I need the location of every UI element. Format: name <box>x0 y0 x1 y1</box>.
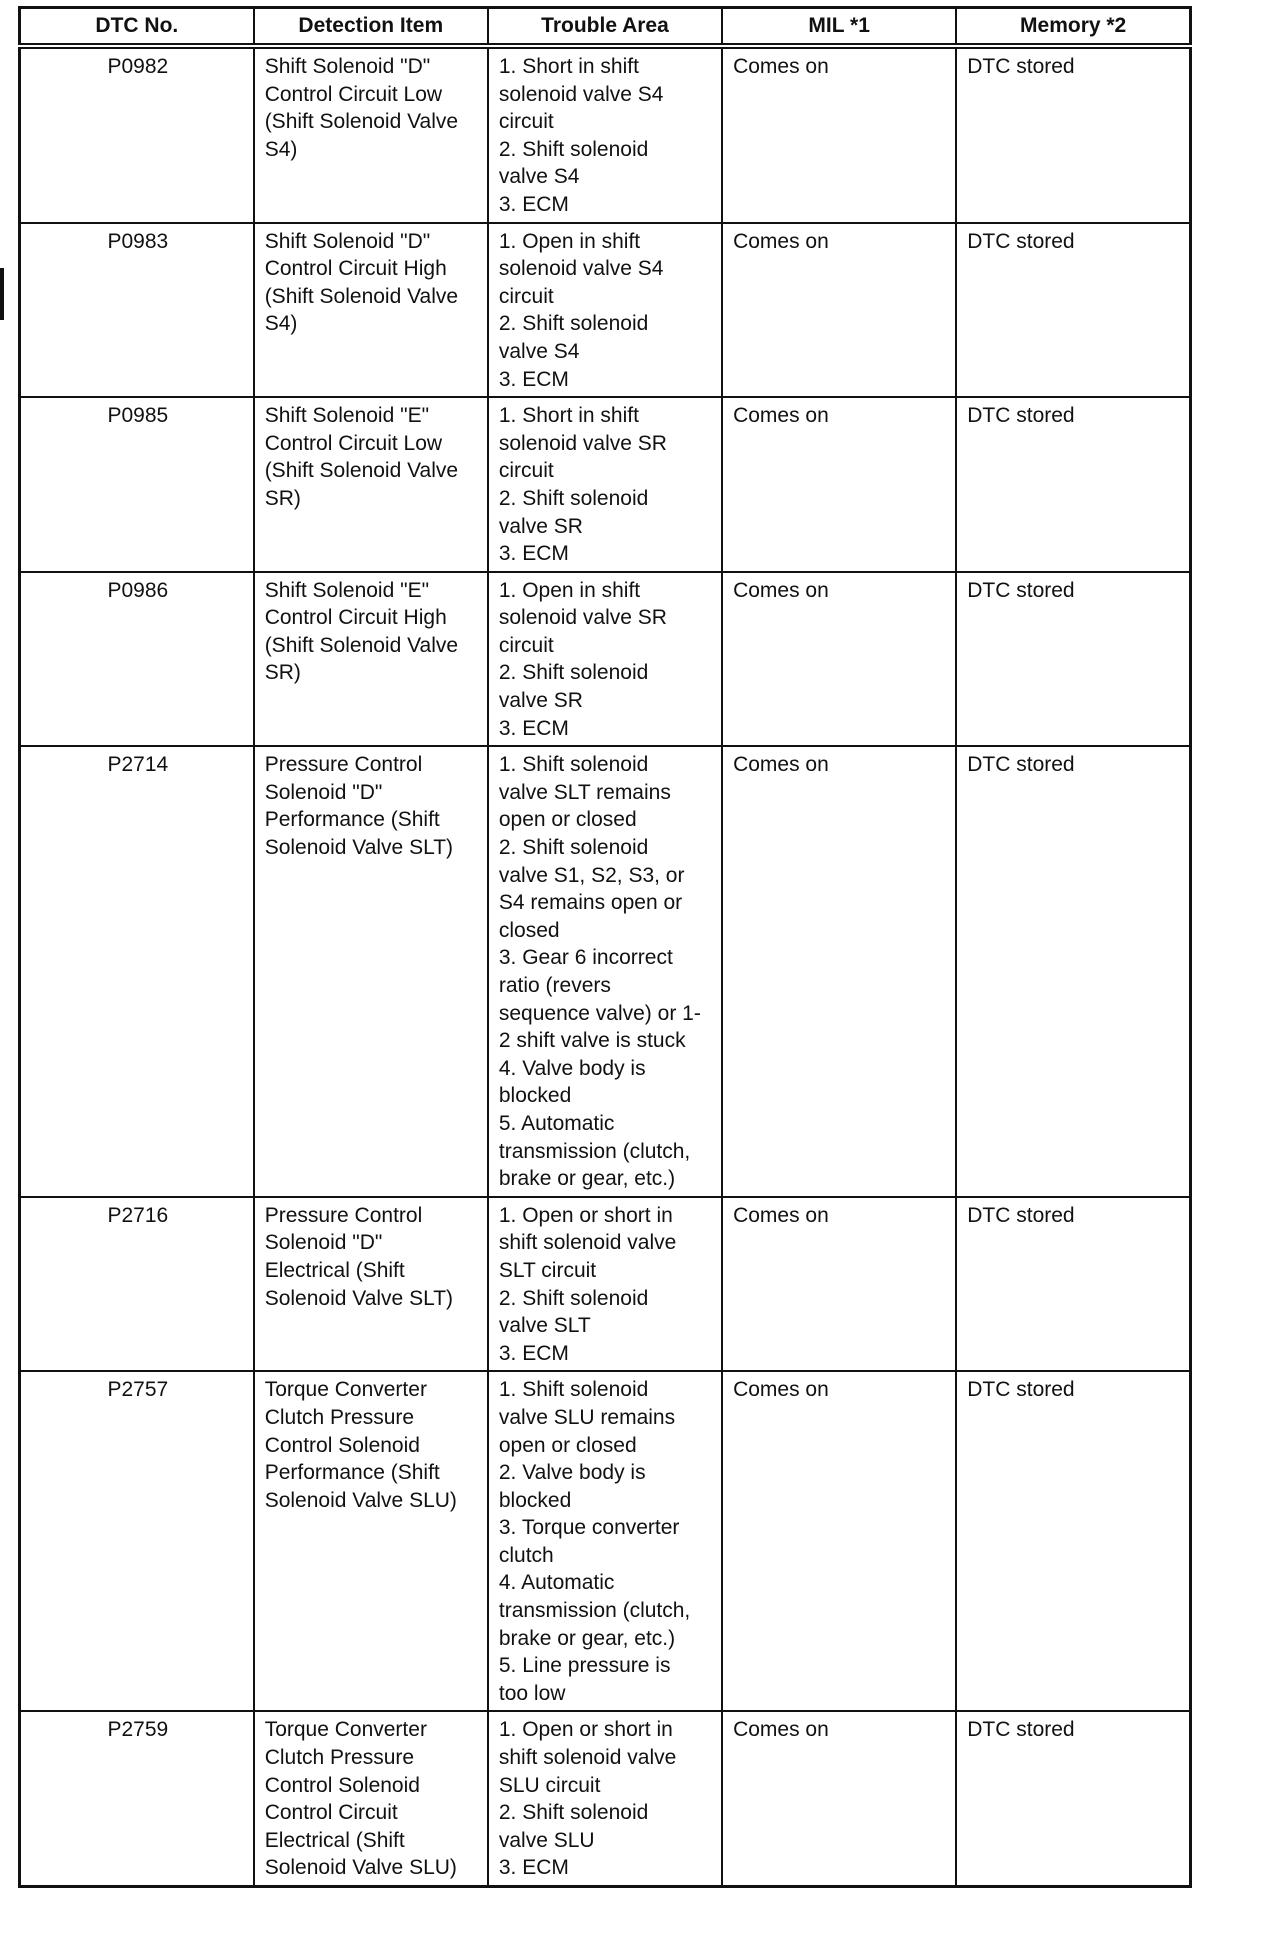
table-row <box>20 746 1191 1197</box>
detection-item-cell-line: (Shift Solenoid Valve <box>264 284 459 308</box>
trouble-area-cell-line: SLU circuit <box>498 1773 601 1797</box>
trouble-area-cell-line: 5. Line pressure is <box>498 1654 671 1678</box>
table-row <box>20 1371 1191 1711</box>
trouble-area-cell-line: brake or gear, etc.) <box>498 1167 676 1191</box>
detection-item-cell-line: Control Circuit High <box>264 257 447 281</box>
trouble-area-cell-line: 2. Shift solenoid <box>498 486 649 510</box>
table-body <box>20 46 1191 1887</box>
dtc-code-cell: P0986 <box>20 572 254 747</box>
detection-item-cell-line: Shift Solenoid "D" <box>264 229 431 253</box>
trouble-area-cell-line: valve SR <box>498 514 583 538</box>
detection-item-cell-line: Solenoid Valve SLT) <box>264 1286 454 1310</box>
trouble-area-cell-line: 2. Shift solenoid <box>498 137 649 161</box>
header-trouble-area: Trouble Area <box>488 8 722 47</box>
dtc-code-cell: P2759 <box>20 1711 254 1886</box>
trouble-area-cell-line: 2. Shift solenoid <box>498 312 649 336</box>
trouble-area-cell-line: 5. Automatic <box>498 1111 615 1135</box>
trouble-area-cell-line: 3. ECM <box>498 1856 569 1880</box>
dtc-table <box>18 6 1192 1888</box>
trouble-area-cell-line: blocked <box>498 1084 572 1108</box>
trouble-area-cell-line: blocked <box>498 1488 572 1512</box>
dtc-code-cell: P0983 <box>20 223 254 398</box>
memory-cell: DTC stored <box>956 746 1190 1197</box>
trouble-area-cell-line: shift solenoid valve <box>498 1231 677 1255</box>
dtc-code-cell: P2716 <box>20 1197 254 1372</box>
table-row <box>20 572 1191 747</box>
detection-item-cell-line: Control Solenoid <box>264 1433 420 1457</box>
detection-item-cell-line: Torque Converter <box>264 1378 427 1402</box>
trouble-area-cell-line: 2. Shift solenoid <box>498 661 649 685</box>
detection-item-cell-line: Pressure Control <box>264 1203 423 1227</box>
trouble-area-cell-line: 2. Shift solenoid <box>498 836 649 860</box>
table-row <box>20 46 1191 223</box>
trouble-area-cell-line: transmission (clutch, <box>498 1599 691 1623</box>
mil-cell: Comes on <box>722 746 956 1197</box>
detection-item-cell <box>254 223 488 398</box>
table-row <box>20 223 1191 398</box>
trouble-area-cell-line: open or closed <box>498 808 637 832</box>
detection-item-cell-line: Solenoid "D" <box>264 780 383 804</box>
detection-item-cell-line: Control Solenoid <box>264 1773 420 1797</box>
trouble-area-cell-line: open or closed <box>498 1433 637 1457</box>
detection-item-cell-line: Solenoid Valve SLU) <box>264 1488 457 1512</box>
trouble-area-cell-line: circuit <box>498 633 554 657</box>
memory-cell: DTC stored <box>956 1371 1190 1711</box>
trouble-area-cell-line: valve SLT <box>498 1314 591 1338</box>
detection-item-cell-line: Control Circuit Low <box>264 82 443 106</box>
dtc-code-cell: P2714 <box>20 746 254 1197</box>
memory-cell: DTC stored <box>956 46 1190 223</box>
trouble-area-cell-line: S4 remains open or <box>498 891 683 915</box>
detection-item-cell-line: SR) <box>264 486 301 510</box>
trouble-area-cell-line: valve SLU remains <box>498 1405 676 1429</box>
memory-cell: DTC stored <box>956 1197 1190 1372</box>
trouble-area-cell-line: 1. Short in shift <box>498 404 639 428</box>
trouble-area-cell-line: ratio (revers <box>498 974 611 997</box>
mil-cell: Comes on <box>722 397 956 572</box>
trouble-area-cell-line: 4. Valve body is <box>498 1056 646 1080</box>
trouble-area-cell-line: valve S4 <box>498 165 580 189</box>
detection-item-cell-line: S4) <box>264 137 298 161</box>
trouble-area-cell-line: circuit <box>498 110 554 134</box>
header-dtc-no: DTC No. <box>20 8 254 47</box>
trouble-area-cell-line: 1. Shift solenoid <box>498 753 649 777</box>
trouble-area-cell <box>488 1371 722 1711</box>
mil-cell: Comes on <box>722 572 956 747</box>
trouble-area-cell <box>488 1711 722 1886</box>
table-row <box>20 397 1191 572</box>
header-detection-item: Detection Item <box>254 8 488 47</box>
trouble-area-cell-line: 3. Torque converter <box>498 1516 680 1540</box>
detection-item-cell-line: Electrical (Shift <box>264 1828 405 1852</box>
detection-item-cell-line: Performance (Shift <box>264 1461 440 1485</box>
trouble-area-cell-line: 3. ECM <box>498 542 569 566</box>
detection-item-cell-line: Electrical (Shift <box>264 1258 405 1282</box>
trouble-area-cell-line: valve S4 <box>498 339 580 363</box>
detection-item-cell-line: Control Circuit High <box>264 606 447 630</box>
detection-item-cell <box>254 572 488 747</box>
change-bar <box>0 268 4 320</box>
trouble-area-cell-line: 1. Shift solenoid <box>498 1378 649 1402</box>
detection-item-cell-line: SR) <box>264 661 301 685</box>
trouble-area-cell <box>488 223 722 398</box>
detection-item-cell-line: (Shift Solenoid Valve <box>264 633 459 657</box>
trouble-area-cell-line: 1. Open in shift <box>498 229 641 253</box>
trouble-area-cell-line: 3. ECM <box>498 192 569 216</box>
detection-item-cell-line: Shift Solenoid "E" <box>264 578 430 602</box>
trouble-area-cell-line: valve S1, S2, S3, or <box>498 863 685 887</box>
trouble-area-cell-line: solenoid valve S4 <box>498 257 664 281</box>
trouble-area-cell-line: valve SLT remains <box>498 780 671 804</box>
trouble-area-cell-line: 3. Gear 6 incorrect <box>498 946 673 970</box>
mil-cell: Comes on <box>722 1711 956 1886</box>
table-row <box>20 1711 1191 1886</box>
trouble-area-cell-line: 3. ECM <box>498 716 569 740</box>
detection-item-cell <box>254 746 488 1197</box>
detection-item-cell <box>254 1371 488 1711</box>
detection-item-cell <box>254 397 488 572</box>
detection-item-cell-line: Control Circuit <box>264 1801 398 1825</box>
detection-item-cell-line: Solenoid Valve SLT) <box>264 836 454 860</box>
trouble-area-cell-line: 4. Automatic <box>498 1571 615 1595</box>
trouble-area-cell-line: SLT circuit <box>498 1258 597 1282</box>
detection-item-cell-line: Torque Converter <box>264 1718 427 1742</box>
dtc-code-cell: P0982 <box>20 46 254 223</box>
trouble-area-cell-line: too low <box>498 1681 566 1705</box>
detection-item-cell-line: Shift Solenoid "E" <box>264 404 430 428</box>
trouble-area-cell-line: valve SR <box>498 689 583 713</box>
dtc-code-cell: P2757 <box>20 1371 254 1711</box>
trouble-area-cell-line: sequence valve) or 1- <box>498 1001 701 1025</box>
detection-item-cell-line: (Shift Solenoid Valve <box>264 110 459 134</box>
trouble-area-cell-line: 2. Valve body is <box>498 1461 646 1485</box>
trouble-area-cell-line: 1. Open in shift <box>498 578 641 602</box>
header-mil: MIL *1 <box>722 8 956 47</box>
detection-item-cell-line: S4) <box>264 312 298 336</box>
trouble-area-cell <box>488 46 722 223</box>
detection-item-cell-line: Performance (Shift <box>264 808 440 832</box>
header-memory: Memory *2 <box>956 8 1190 47</box>
trouble-area-cell <box>488 572 722 747</box>
trouble-area-cell-line: closed <box>498 918 560 942</box>
trouble-area-cell-line: 1. Open or short in <box>498 1718 673 1742</box>
trouble-area-cell-line: circuit <box>498 284 554 308</box>
trouble-area-cell-line: clutch <box>498 1543 554 1567</box>
trouble-area-cell-line: 1. Open or short in <box>498 1203 673 1227</box>
mil-cell: Comes on <box>722 46 956 223</box>
memory-cell: DTC stored <box>956 223 1190 398</box>
trouble-area-cell-line: 2. Shift solenoid <box>498 1286 649 1310</box>
trouble-area-cell-line: brake or gear, etc.) <box>498 1626 676 1650</box>
trouble-area-cell-line: 3. ECM <box>498 367 569 391</box>
detection-item-cell-line: Solenoid "D" <box>264 1231 383 1255</box>
trouble-area-cell <box>488 397 722 572</box>
trouble-area-cell-line: solenoid valve SR <box>498 431 667 455</box>
header-row <box>20 8 1191 47</box>
detection-item-cell-line: Clutch Pressure <box>264 1405 415 1429</box>
memory-cell: DTC stored <box>956 1711 1190 1886</box>
trouble-area-cell-line: shift solenoid valve <box>498 1746 677 1770</box>
detection-item-cell-line: Clutch Pressure <box>264 1746 415 1770</box>
trouble-area-cell-line: 1. Short in shift <box>498 55 639 78</box>
table-row <box>20 1197 1191 1372</box>
detection-item-cell-line: Control Circuit Low <box>264 431 443 455</box>
trouble-area-cell <box>488 1197 722 1372</box>
trouble-area-cell-line: solenoid valve S4 <box>498 82 664 106</box>
memory-cell: DTC stored <box>956 397 1190 572</box>
trouble-area-cell-line: circuit <box>498 459 554 483</box>
trouble-area-cell-line: solenoid valve SR <box>498 606 667 630</box>
mil-cell: Comes on <box>722 1371 956 1711</box>
detection-item-cell-line: Solenoid Valve SLU) <box>264 1856 457 1880</box>
trouble-area-cell <box>488 746 722 1197</box>
trouble-area-cell-line: 2 shift valve is stuck <box>498 1029 686 1053</box>
detection-item-cell <box>254 1197 488 1372</box>
detection-item-cell-line: (Shift Solenoid Valve <box>264 459 459 483</box>
memory-cell: DTC stored <box>956 572 1190 747</box>
trouble-area-cell-line: transmission (clutch, <box>498 1139 691 1163</box>
trouble-area-cell-line: 3. ECM <box>498 1341 569 1365</box>
detection-item-cell <box>254 1711 488 1886</box>
mil-cell: Comes on <box>722 223 956 398</box>
detection-item-cell-line: Pressure Control <box>264 753 423 777</box>
dtc-code-cell: P0985 <box>20 397 254 572</box>
mil-cell: Comes on <box>722 1197 956 1372</box>
trouble-area-cell-line: valve SLU <box>498 1828 595 1852</box>
trouble-area-cell-line: 2. Shift solenoid <box>498 1801 649 1825</box>
detection-item-cell <box>254 46 488 223</box>
detection-item-cell-line: Shift Solenoid "D" <box>264 55 431 78</box>
